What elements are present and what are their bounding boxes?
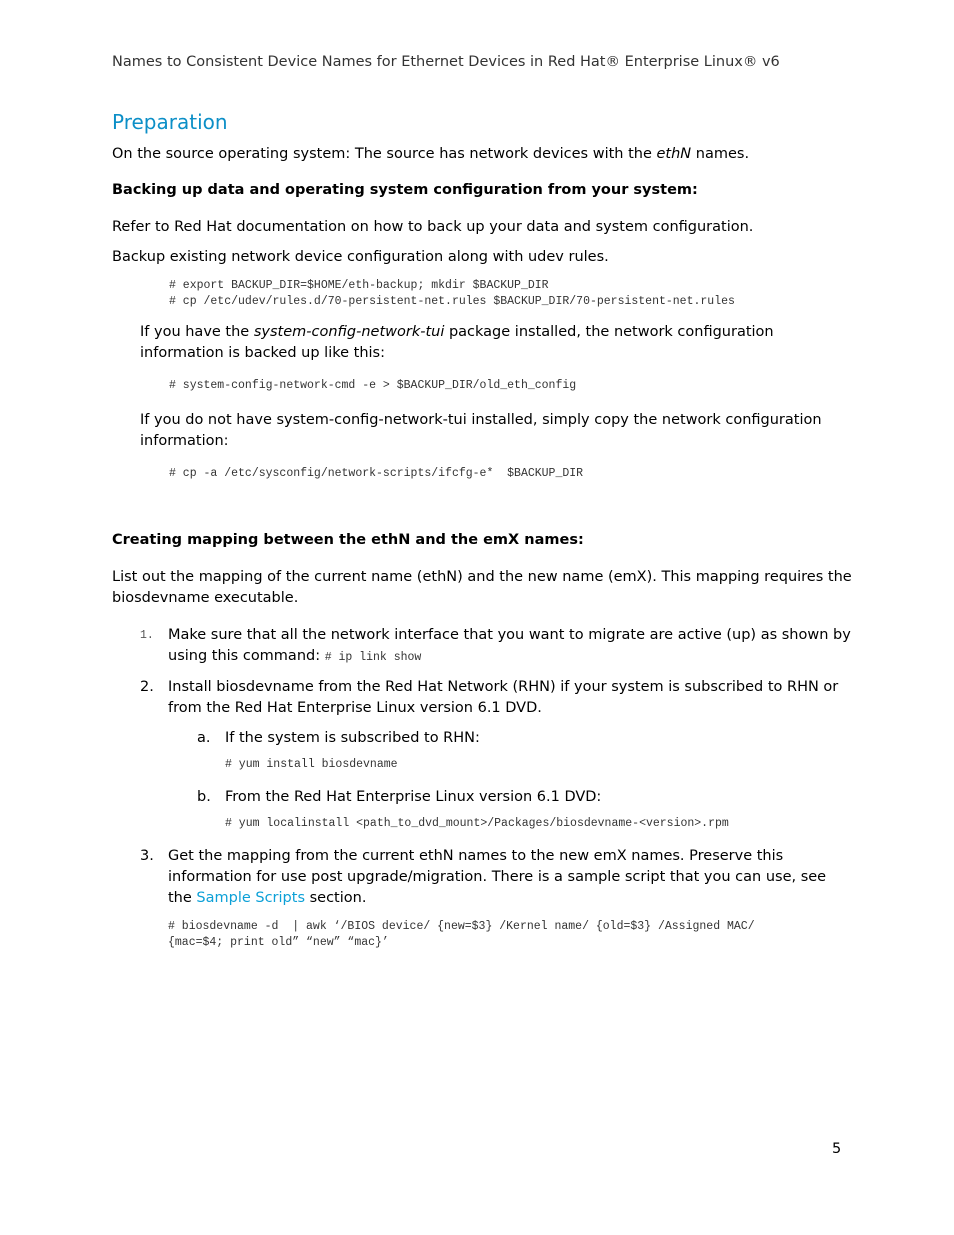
code-block-yum-localinstall: # yum localinstall <path_to_dvd_mount>/Packages/biosdevname-<version>.rpm <box>225 817 729 830</box>
code-line: # biosdevname -d | awk ‘/BIOS device/ {new=$3} /Kernel name/ {old=$3} /Assigned MAC/ <box>168 920 755 933</box>
sub-item-b: b. From the Red Hat Enterprise Linux version 6.1 DVD: # yum localinstall <path_to_dvd_mount>/Packages/biosdevname-<version>.rpm <box>112 787 852 832</box>
inline-code: # ip link show <box>324 651 422 664</box>
code-block-yum-install: # yum install biosdevname <box>225 758 398 771</box>
backup-heading: Backing up data and operating system configuration from your system: <box>112 182 698 198</box>
no-tui-paragraph: If you do not have system-config-network-tui installed, simply copy the network configuration information: <box>140 412 822 449</box>
sub-marker: b. <box>197 789 211 805</box>
backup-paragraph-2: Backup existing network device configuration along with udev rules. <box>112 249 609 265</box>
list-marker: 2. <box>140 679 154 695</box>
page-number: 5 <box>832 1141 842 1157</box>
code-block-tui: # system-config-network-cmd -e > $BACKUP_DIR/old_eth_config <box>169 379 577 392</box>
code-line: # export BACKUP_DIR=$HOME/eth-backup; mkdir $BACKUP_DIR <box>169 279 549 292</box>
tui-paragraph: If you have the system-config-network-tui package installed, the network configuration information is backed up like this: <box>140 324 774 361</box>
code-block-backup <box>169 278 852 310</box>
page-content <box>112 110 852 951</box>
tui-package-emphasis: system-config-network-tui <box>253 324 445 340</box>
intro-emphasis: ethN <box>656 146 692 162</box>
list-item-2: 2. Install biosdevname from the Red Hat Network (RHN) if your system is subscribed to RHN or from the Red Hat Enterprise Linux version 6.1 DVD. <box>140 679 839 716</box>
code-line: {mac=$4; print old” “new” “mac}’ <box>168 936 389 949</box>
backup-paragraph-1: Refer to Red Hat documentation on how to back up your data and system configuration. <box>112 219 754 235</box>
code-block-copy: # cp -a /etc/sysconfig/network-scripts/ifcfg-e* $BACKUP_DIR <box>169 467 584 480</box>
sub-marker: a. <box>197 730 211 746</box>
intro-paragraph: On the source operating system: The source has network devices with the ethN names. <box>112 146 750 162</box>
section-title: Preparation <box>112 110 228 134</box>
mapping-intro: List out the mapping of the current name (ethN) and the new name (emX). This mapping requires the biosdevname executable. <box>112 569 852 606</box>
code-line: # cp /etc/udev/rules.d/70-persistent-net.rules $BACKUP_DIR/70-persistent-net.rules <box>169 295 735 308</box>
list-marker: 3. <box>140 848 154 864</box>
code-block-biosdevname <box>168 919 852 951</box>
sub-item-a: a. If the system is subscribed to RHN: # yum install biosdevname <box>112 728 852 773</box>
running-header: Names to Consistent Device Names for Ethernet Devices in Red Hat® Enterprise Linux® v6 <box>112 54 780 70</box>
mapping-heading: Creating mapping between the ethN and the emX names: <box>112 532 584 548</box>
sample-scripts-link[interactable]: Sample Scripts <box>196 890 305 906</box>
list-item-1: 1. Make sure that all the network interface that you want to migrate are active (up) as shown by using this command: # ip link show <box>140 627 851 664</box>
list-marker: 1. <box>140 629 154 642</box>
list-item-3: 3. Get the mapping from the current ethN names to the new emX names. Preserve this information for use post upgrade/migration. There is a sample script that you can use, see the Sample Scripts section. # biosdevname -d | awk ‘/BIOS device/ {new=$3} /Kernel name/ {old=$3} /Assigned MAC/ {mac=$4; print old” “new” “mac}’ <box>112 846 852 951</box>
